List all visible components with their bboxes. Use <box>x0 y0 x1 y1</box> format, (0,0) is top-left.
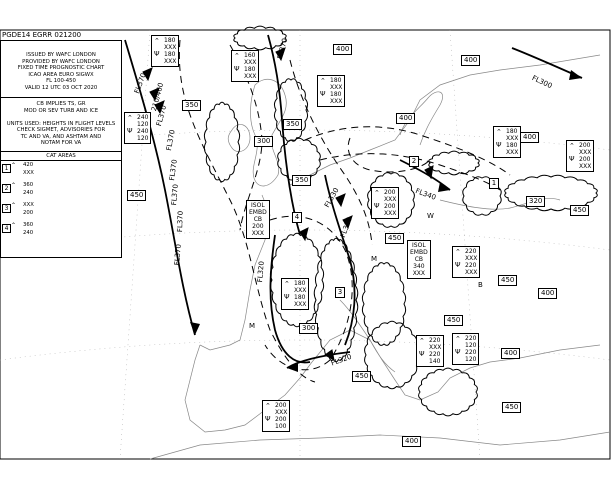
cb-info-line: EMBD <box>249 209 267 216</box>
cb-info-box <box>246 200 270 239</box>
turbulence-icing-icon: ⌃ <box>265 402 271 410</box>
turb-ice-box <box>231 50 259 82</box>
turb-ice-value: 180 <box>294 280 306 287</box>
tropopause-height-box: 450 <box>498 275 517 286</box>
cat-area-top: 360 <box>23 182 34 188</box>
turb-ice-box <box>281 278 309 310</box>
tropopause-height-box: 450 <box>352 371 371 382</box>
turb-ice-value: XXX <box>330 84 343 91</box>
legend-box <box>0 40 122 258</box>
notes-line: NOTAM FOR VA <box>40 140 82 146</box>
turbulence-icing-icon: ⌃ <box>455 335 461 343</box>
jet-flight-level-label: FL320 <box>256 260 266 283</box>
turbulence-icing-icon: ⌃ <box>234 52 240 60</box>
cat-area-number: 4 <box>2 224 11 233</box>
cat-area-base: 240 <box>23 230 34 236</box>
turb-ice-box <box>566 140 594 172</box>
cat-area-row <box>1 201 121 221</box>
issuance-line: VALID 12 UTC 03 OCT 2020 <box>24 84 98 91</box>
turb-ice-value: 200 <box>579 156 591 163</box>
cat-area-row <box>1 181 121 201</box>
turbulence-icon: ⌃ <box>11 202 17 209</box>
cat-area-row <box>1 221 121 241</box>
jet-flight-level-label: FL330 <box>339 215 354 239</box>
issuance-line: FIXED TIME PROGNOSTIC CHART <box>17 65 105 71</box>
turb-ice-value: 180 <box>330 91 342 98</box>
turb-ice-value: 180 <box>244 66 256 73</box>
jet-flight-level-label: FL370 <box>170 183 180 206</box>
turb-ice-value: XXX <box>506 149 519 156</box>
issuance-line: FL 100-450 <box>46 78 76 84</box>
notes-line: TC AND VA, AND ASHTAM AND <box>20 133 102 140</box>
turb-ice-value: XXX <box>294 287 307 294</box>
icing-icon: Ψ <box>265 415 271 423</box>
turb-ice-value: XXX <box>579 149 592 156</box>
cb-info-line: 200 <box>252 223 264 230</box>
chart-header-title: PGDE14 EGRR 021200 <box>2 31 82 39</box>
turb-ice-value: XXX <box>164 58 177 65</box>
jet-flight-level-label: FL370 <box>133 71 148 95</box>
turb-ice-value: XXX <box>384 210 397 217</box>
icing-icon: Ψ <box>320 90 326 98</box>
cb-info-line: CB <box>414 256 424 263</box>
tropopause-height-box: 400 <box>501 348 520 359</box>
cb-info-line: XXX <box>251 230 265 237</box>
cat-area-row <box>1 161 121 181</box>
turb-ice-value: 180 <box>164 51 176 58</box>
turbulence-icing-icon: ⌃ <box>154 37 160 45</box>
turb-ice-value: 180 <box>506 128 518 135</box>
turbulence-icon: ⌃ <box>11 182 17 189</box>
cat-area-marker: 4 <box>292 212 302 223</box>
turb-ice-value: 120 <box>465 342 477 349</box>
jet-flight-level-label: FL370 <box>155 104 169 128</box>
turb-ice-value: XXX <box>275 409 288 416</box>
turb-ice-value: 200 <box>384 203 396 210</box>
icing-icon: Ψ <box>284 293 290 301</box>
turb-ice-value: XXX <box>244 59 257 66</box>
turb-ice-value: 180 <box>164 37 176 44</box>
tropopause-height-box: 300 <box>254 136 273 147</box>
turbulence-icing-icon: ⌃ <box>320 77 326 85</box>
issuance-block <box>1 41 121 98</box>
cat-area-base: XXX <box>23 170 34 176</box>
cb-info-line: ISOL <box>412 242 426 249</box>
tropopause-height-box: 400 <box>402 436 421 447</box>
issuance-line: ICAO AREA EURO SIGWX <box>28 71 94 78</box>
tropopause-height-box: 400 <box>396 113 415 124</box>
cat-area-marker: 1 <box>489 178 499 189</box>
turb-ice-value: XXX <box>244 73 257 80</box>
turb-ice-box <box>317 75 345 107</box>
tropopause-height-box: 350 <box>182 100 201 111</box>
tropopause-height-box: 450 <box>385 233 404 244</box>
jet-wind-label: 210/460 <box>150 81 166 113</box>
notes-line: MOD OR SEV TURB AND ICE <box>23 107 99 114</box>
turb-ice-value: 180 <box>294 294 306 301</box>
notes-line: CB IMPLIES TS, GR <box>36 101 86 107</box>
turb-ice-box <box>124 112 151 144</box>
turb-ice-value: 200 <box>275 416 287 423</box>
pressure-centre-letter: W <box>427 212 434 220</box>
jet-flight-level-label: FL300 <box>530 74 554 91</box>
turbulence-icing-icon: ⌃ <box>127 114 133 122</box>
icing-icon: Ψ <box>569 155 575 163</box>
turb-ice-value: 180 <box>506 142 518 149</box>
jet-flight-level-label: FL370 <box>165 129 177 152</box>
turbulence-icing-icon: ⌃ <box>496 128 502 136</box>
turbulence-icing-icon: ⌃ <box>455 248 461 256</box>
issuance-line: PROVIDED BY WAFC LONDON <box>22 58 100 65</box>
turb-ice-value: 240 <box>137 114 149 121</box>
turb-ice-box <box>262 400 290 432</box>
issuance-line: ISSUED BY WAFC LONDON <box>26 52 96 58</box>
pressure-centre-letter: M <box>371 255 378 263</box>
turb-ice-value: XXX <box>506 135 519 142</box>
icing-icon: Ψ <box>154 50 160 58</box>
notes-line: UNITS USED: HEIGHTS IN FLIGHT LEVELS <box>6 120 116 127</box>
jet-flight-level-label: FL370 <box>276 37 290 61</box>
turbulence-icing-icon: ⌃ <box>569 142 575 150</box>
turb-ice-value: 220 <box>465 335 477 342</box>
turb-ice-value: 220 <box>465 349 477 356</box>
tropopause-height-box: 400 <box>538 288 557 299</box>
cb-info-line: XXX <box>412 270 426 277</box>
turb-ice-value: 120 <box>465 356 477 363</box>
turb-ice-value: 140 <box>429 358 441 365</box>
tropopause-height-box: 350 <box>292 175 311 186</box>
turb-ice-value: XXX <box>384 196 397 203</box>
cat-area-top: XXX <box>23 202 34 208</box>
jet-flight-level-label: FL340 <box>414 187 438 202</box>
cb-info-line: 340 <box>413 263 425 270</box>
tropopause-height-box: 450 <box>444 315 463 326</box>
turbulence-icing-icon: ⌃ <box>284 280 290 288</box>
cat-area-number: 2 <box>2 184 11 193</box>
tropopause-height-box: 300 <box>299 323 318 334</box>
jet-flight-level-label: FL370 <box>173 243 183 266</box>
cat-area-number: 3 <box>2 204 11 213</box>
notes-line: CHECK SIGMET, ADVISORIES FOR <box>16 127 106 133</box>
cat-area-marker: 2 <box>409 156 419 167</box>
turb-ice-value: 240 <box>137 128 149 135</box>
tropopause-height-box: 400 <box>333 44 352 55</box>
cat-area-number: 1 <box>2 164 11 173</box>
turb-ice-value: 180 <box>330 77 342 84</box>
turb-ice-value: 120 <box>137 135 149 142</box>
turb-ice-value: XXX <box>294 301 307 308</box>
tropopause-height-box: 400 <box>461 55 480 66</box>
icing-icon: Ψ <box>374 202 380 210</box>
turb-ice-value: XXX <box>330 98 343 105</box>
turb-ice-value: XXX <box>465 255 478 262</box>
turb-ice-value: 100 <box>275 423 287 430</box>
jet-flight-level-label: FL370 <box>176 210 185 233</box>
cat-area-top: 360 <box>23 222 34 228</box>
cat-area-base: 200 <box>23 210 34 216</box>
turb-ice-value: 120 <box>137 121 149 128</box>
tropopause-height-box: 350 <box>283 119 302 130</box>
turbulence-icing-icon: ⌃ <box>374 189 380 197</box>
turb-ice-value: 220 <box>465 262 477 269</box>
turbulence-icon: ⌃ <box>11 162 17 169</box>
turb-ice-box <box>371 187 399 219</box>
jet-flight-level-label: FL370 <box>168 158 179 182</box>
icing-icon: Ψ <box>127 127 133 135</box>
tropopause-height-box: 320 <box>526 196 545 207</box>
turb-ice-value: XXX <box>579 163 592 170</box>
turb-ice-box <box>452 246 480 278</box>
tropopause-height-box: 450 <box>570 205 589 216</box>
jet-flight-level-label: FL320 <box>330 352 353 368</box>
pressure-centre-letter: B <box>478 281 483 289</box>
turbulence-icon: ⌃ <box>11 222 17 229</box>
turb-ice-box <box>452 333 479 365</box>
turb-ice-value: 200 <box>275 402 287 409</box>
tropopause-height-box: 450 <box>502 402 521 413</box>
icing-icon: Ψ <box>455 261 461 269</box>
cb-info-line: ISOL <box>251 202 265 209</box>
turb-ice-value: 160 <box>244 52 256 59</box>
turb-ice-box <box>151 35 179 67</box>
icing-icon: Ψ <box>455 348 461 356</box>
notes-block <box>1 98 121 152</box>
turb-ice-value: XXX <box>465 269 478 276</box>
icing-icon: Ψ <box>234 65 240 73</box>
tropopause-height-box: 450 <box>127 190 146 201</box>
turb-ice-box <box>493 126 521 158</box>
cat-area-marker: 3 <box>335 287 345 298</box>
cb-info-line: EMBD <box>410 249 428 256</box>
cat-area-top: 420 <box>23 162 34 168</box>
turb-ice-value: XXX <box>164 44 177 51</box>
cat-areas-title: CAT AREAS <box>1 152 121 162</box>
pressure-centre-letter: M <box>249 322 256 330</box>
cat-area-base: 240 <box>23 190 34 196</box>
jet-flight-level-label: FL330 <box>323 186 341 209</box>
turb-ice-value: 220 <box>465 248 477 255</box>
turbulence-icing-icon: ⌃ <box>419 337 425 345</box>
turb-ice-value: 220 <box>429 337 441 344</box>
cb-info-line: CB <box>253 216 263 223</box>
turb-ice-box <box>416 335 444 367</box>
tropopause-height-box: 400 <box>520 132 539 143</box>
turb-ice-value: 200 <box>384 189 396 196</box>
icing-icon: Ψ <box>419 350 425 358</box>
icing-icon: Ψ <box>496 141 502 149</box>
turb-ice-value: 200 <box>579 142 591 149</box>
cb-info-box <box>407 240 431 279</box>
turb-ice-value: 220 <box>429 351 441 358</box>
turb-ice-value: XXX <box>429 344 442 351</box>
